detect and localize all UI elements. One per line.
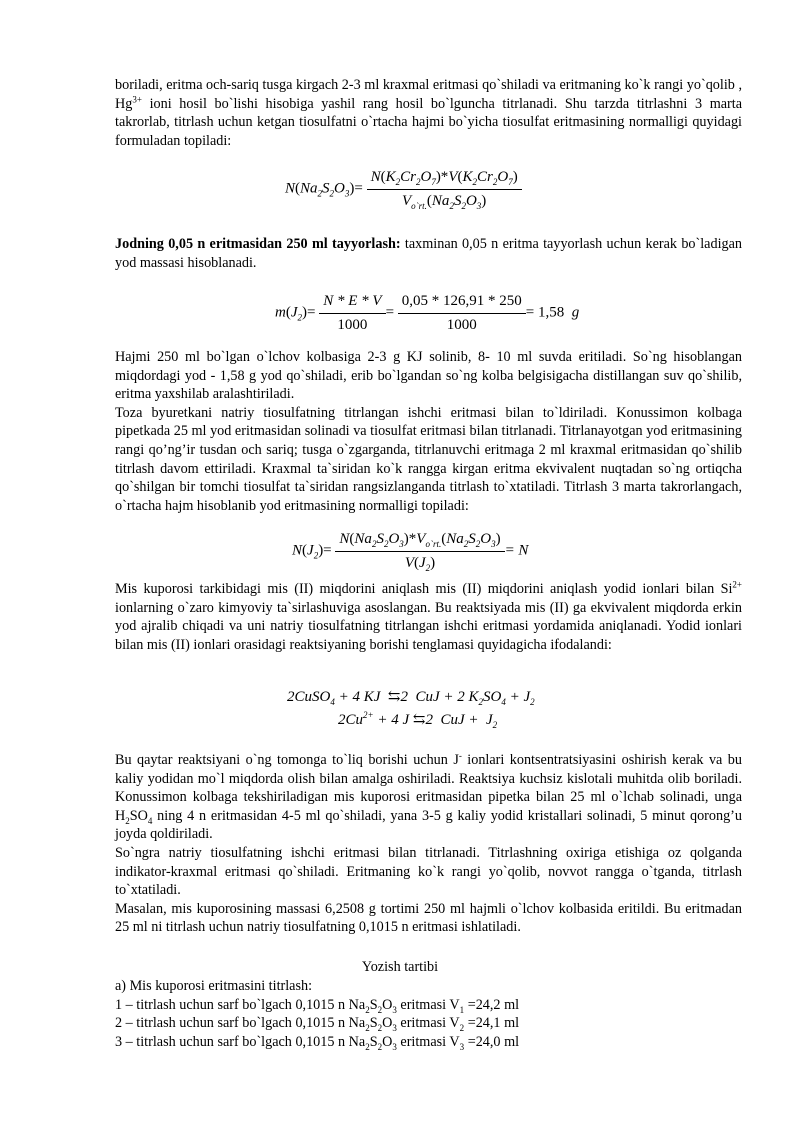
equation-2: $2Cu^{2+} + 4$ J ⇆2 CuJ + $J_2$ [338,710,498,730]
sub-so4: 4 [147,815,153,826]
formula-iodine-mass: $m(J_2)=$ $\frac{N * E * V}{1000}$ = $\frac{0,05 * 126,91 * 250}{1000}$ = 1,58 g [275,293,580,333]
f2-num2: 0,05 * 126,91 * 250 [401,293,522,309]
paragraph-iodine-prep [115,235,742,272]
f1-num-n: N [370,169,381,185]
row2-idx: 2 [459,1023,465,1034]
text-p6b: ionlari kontsentratsiyasini oshirish kerak va bu kaliy yodidan mo`l miqdorda olish bilan amalga oshiriladi. Reaktsiya kuchsiz kislotali muhitda olib boriladi. Konussimon kolbaga tekshiriladigan mis kuporosi eritmasidan pipetka bilan 25 ml o`lchab solinadi, unga H [115,752,742,824]
formula-normality-thiosulfate: $N(Na_2S_2O_3)=$ $\frac{N(K_2Cr_2O_7)*V(K_2Cr_2O_7)}{V_{o`rt.}(Na_2S_2O_3)}$ [285,168,522,210]
text-p1: boriladi, eritma och-sariq tusga kirgach 2-3 ml kraxmal eritmasi qo`shiladi va eritmaning ko`k rangi yo`qolib , Hg [115,77,742,112]
eq1-coef: 2 [287,689,295,705]
row2-val: =24,1 ml [464,1015,520,1032]
text-p5a: Mis kuporosi tarkibidagi mis (II) miqdorini aniqlash mis (II) miqdorini aniqlash yodid ionlari bilan Si [115,581,733,597]
text-p6d: ning 4 n eritmasidan 4-5 ml qo`shiladi, yana 3-5 g kaliy yodid kristallari solinadi, 5 minut qorong’u joyda qoldiriladi. [115,807,742,843]
section-subheading: a) Mis kuporosi eritmasini titrlash: [115,978,313,994]
section-heading: Yozish tartibi [361,959,439,975]
row1-idx: 1 [459,1004,465,1015]
f2-fraction-2 [398,292,526,334]
list-row-1: 1 – titrlash uchun sarf bo`lgach 0,1015 n $Na_2S_2O_3$ eritmasi $V_1 =24,2$ ml [115,996,520,1015]
f2-fraction-1 [319,292,385,334]
paragraph-procedure [115,751,742,937]
f1-na: Na [300,180,318,197]
text-p6c: SO [129,807,148,824]
f1-symbol: N [285,180,296,197]
row1-prefix: 1 – titrlash uchun sarf bo`lgach 0,1015 n Na [115,996,366,1013]
row3-idx: 3 [459,1041,465,1052]
text-p7: So`ngra natriy tiosulfatning ishchi eritmasi bilan titrlanadi. Titrlashning oxiriga etishiga oz qolganda indikator-kraxmal eritmasi qo`shiladi. Eritmaning ko`k rangi yo`qolib, novvot rangga o`tganda, titrlash to`xtatiladi. [115,844,742,899]
f1-den-sub: o`rt. [411,200,427,211]
f2-den2: 1000 [398,313,526,335]
eq2-arrow: ⇆ [412,712,426,728]
eq2-coef: 2 [338,712,346,728]
f3-result: = N [504,542,529,559]
section-list [115,977,742,1051]
f1-fraction: $\frac{N(K_2Cr_2O_7)*V(K_2Cr_2O_7)}{V_{o`rt.}(Na_2S_2O_3)}$ [367,168,522,210]
text-p3: Hajmi 250 ml bo`lgan o`lchov kolbasiga 2-3 g KJ solinib, 8- 10 ml suvda eritiladi. So`ng hisoblangan miqdordagi yod - 1,58 g yod qo`shiladi, erib bo`lgandan so`ng kolba belgisigacha distillangan suv qo`shilib, eritma yaxshilab aralashtiriladi. [115,349,742,403]
f1-den-v: V [402,192,412,209]
row1-val: =24,2 ml [464,996,520,1013]
list-row-3: 3 – titrlash uchun sarf bo`lgach 0,1015 n $Na_2S_2O_3$ eritmasi $V_3 =24,0$ ml [115,1033,520,1052]
paragraph-intro [115,76,742,150]
row2-mid: eritmasi V [396,1015,460,1032]
text-p4: Toza byuretkani natriy tiosulfatning titrlangan ishchi eritmasi bilan to`ldiriladi. Konussimon kolbaga pipetkada 25 ml yod eritmasidan solinadi va tiosulfat eritmasi bilan titrlanadi. Titrlanayotgan yod eritmasining rangi qo’ng’ir tusdan och sariq; tusga o`zgarganda, titrlanuvchi eritmaga 2 ml kraxmal eritmasidan qo`shilib titrlash davom ettiriladi. Kraxmal ta`siridan ko`k rangga kirgan eritma ekvivalent nuqtadan so`ng ortiqcha qo`shilgan bir tomchi tiosulfat ta`siridan rangsizlanganda titrlash to`xtatiladi. Titrlash 3 marta takrorlangach, o`rtacha hajm hisoblanib yod eritmasining normalligi topiladi: [115,404,742,514]
eq1-arrow: ⇆ [387,689,401,705]
text-p6a: Bu qaytar reaktsiyani o`ng tomonga to`liq borishi uchun J [115,752,459,768]
row3-prefix: 3 – titrlash uchun sarf bo`lgach 0,1015 n Na [115,1033,366,1050]
f2-result: = 1,58 [525,304,565,321]
eq2-mid: + 4 J [377,712,410,728]
row3-mid: eritmasi V [396,1033,460,1050]
heading-iodine-prep: Jodning 0,05 n eritmasidan 250 ml tayyorlash: [115,236,401,252]
f2-m: m [275,304,286,321]
formula-iodine-normality: $N(J_2)=$ $\frac{N(Na_2S_2O_3)*V_{o`rt.}(Na_2S_2O_3)}{V(J_2)}$ = N [292,531,529,573]
sub-h2: 2 [125,815,130,826]
row2-prefix: 2 – titrlash uchun sarf bo`lgach 0,1015 n Na [115,1015,366,1032]
text-p5b: ionlarning o`zaro kimyoviy ta`sirlashuviga asoslangan. Bu reaktsiyada mis (II) ga ekvivalent miqdorda erkin yod ajralib chiqadi va uni natriy tiosulfatning titrlangan ishchi eritmasi yordamida aniqlanadi. Yodid ionlari bilan mis (II) ionlari orasidagi reaktsiyaning borishi tenglamasi quyidagicha ifodalandi: [115,599,742,653]
f2-den: 1000 [319,313,385,335]
f2-num: N * E * V [323,293,382,309]
equation-1: 2CuSO$_4$ + 4 KJ ⇆2 CuJ + 2 $K_2SO_4 + J_2$ [287,689,535,707]
sup-j-charge: - [458,750,462,761]
sup-si-charge: 2+ [732,579,742,590]
f2-unit: g [571,304,580,321]
eq1-mid: + 4 KJ [338,689,381,705]
list-row-2: 2 – titrlash uchun sarf bo`lgach 0,1015 n $Na_2S_2O_3$ eritmasi $V_2 =24,1$ ml [115,1015,520,1034]
text-p8: Masalan, mis kuporosining massasi 6,2508 g tortimi 250 ml hajmli o`lchov kolbasida eritildi. Bu eritmadan 25 ml ni titrlash uchun natriy tiosulfatning 0,1015 n eritmasi ishlatiladi. [115,900,742,936]
paragraph-copper [115,580,742,654]
sup-hg-charge: 3+ [132,93,142,104]
f3-fraction: $\frac{N(Na_2S_2O_3)*V_{o`rt.}(Na_2S_2O_3)}{V(J_2)}$ [335,530,504,572]
row3-val: =24,0 ml [464,1033,520,1050]
paragraph-solution [115,348,742,515]
text-p1-end: ioni hosil bo`lishi hisobiga yashil rang hosil bo`lguncha titrlanadi. Shu tarzda titrlashni 3 marta takrorlab, titrlash uchun ketgan tiosulfatni o`rtacha hajmi bo`yicha tiosulfat eritmasining normalligi quyidagi formuladan topiladi: [115,95,742,149]
row1-mid: eritmasi V [396,996,460,1013]
text-p2: taxminan 0,05 n eritma tayyorlash uchun kerak bo`ladigan yod massasi hisoblanadi. [115,236,743,271]
